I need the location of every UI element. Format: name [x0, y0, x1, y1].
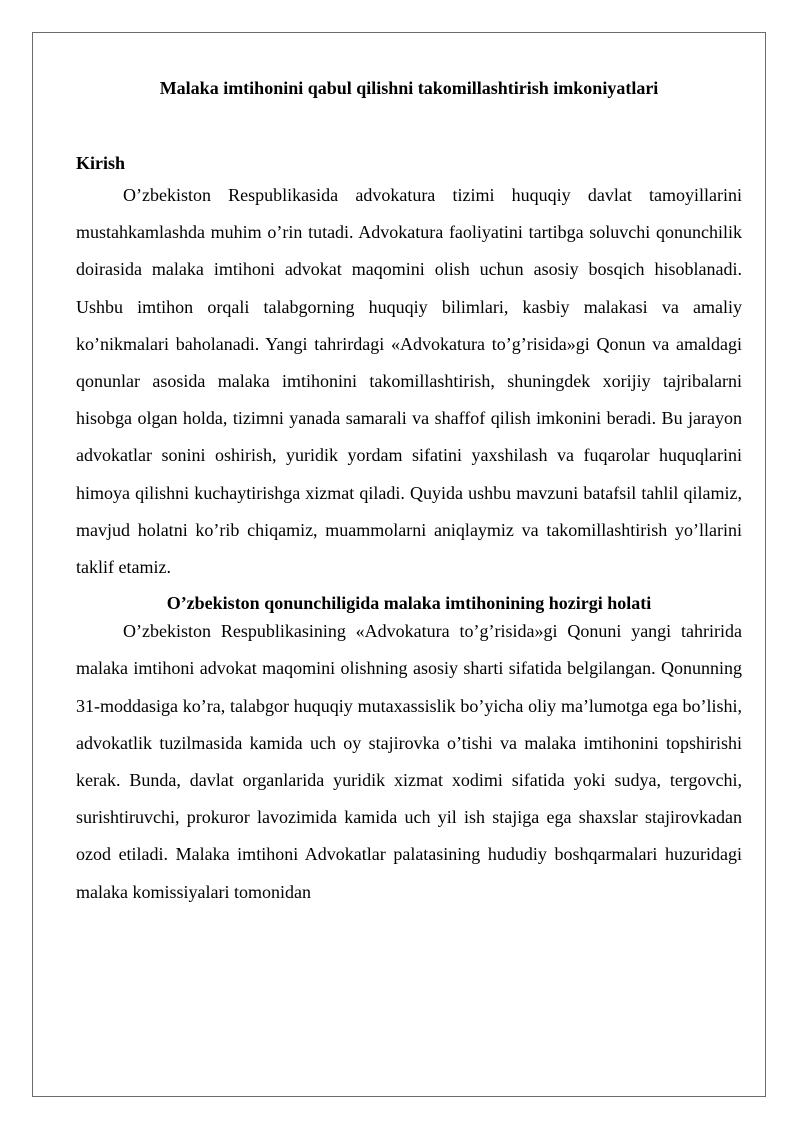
- paragraph-intro: O’zbekiston Respublikasida advokatura tizimi huquqiy davlat tamoyillarini mustahkamlashda muhim o’rin tutadi. Advokatura faoliyatini tartibga soluvchi qonunchilik doirasida malaka imtihoni advokat maqomini olish uchun asosiy bosqich hisoblanadi. Ushbu imtihon orqali talabgorning huquqiy bilimlari, kasbiy malakasi va amaliy ko’nikmalari baholanadi. Yangi tahrirdagi «Advokatura to’g’risida»gi Qonun va amaldagi qonunlar asosida malaka imtihonini takomillashtirish, shuningdek xorijiy tajribalarni hisobga olgan holda, tizimni yanada samarali va shaffof qilish imkonini beradi. Bu jarayon advokatlar sonini oshirish, yuridik yordam sifatini yaxshilash va fuqarolar huquqlarini himoya qilishni kuchaytirishga xizmat qiladi. Quyida ushbu mavzuni batafsil tahlil qilamiz, mavjud holatni ko’rib chiqamiz, muammolarni aniqlaymiz va takomillashtirish yo’llarini taklif etamiz.: [76, 185, 742, 578]
- paragraph-current-state: O’zbekiston Respublikasining «Advokatura to’g’risida»gi Qonuni yangi tahririda malaka imtihoni advokat maqomini olishning asosiy sharti sifatida belgilangan. Qonunning 31-moddasiga ko’ra, talabgor huquqiy mutaxassislik bo’yicha oliy ma’lumotga ega bo’lishi, advokatlik tuzilmasida kamida uch oy stajirovka o’tishi va malaka imtihonini topshirishi kerak. Bunda, davlat organlarida yuridik xizmat xodimi sifatida yoki sudya, tergovchi, surishtiruvchi, prokuror lavozimida kamida uch yil ish stajiga ega shaxslar stajirovkadan ozod etiladi. Malaka imtihoni Advokatlar palatasining hududiy boshqarmalari huzuridagi malaka komissiyalari tomonidan: [76, 621, 742, 902]
- section-heading-current-state: O’zbekiston qonunchiligida malaka imtihonining hozirgi holati: [166, 593, 652, 614]
- section-heading-intro: Kirish: [76, 153, 126, 173]
- document-title: Malaka imtihonini qabul qilishni takomillashtirish imkoniyatlari: [159, 78, 659, 98]
- document-body: [76, 76, 742, 911]
